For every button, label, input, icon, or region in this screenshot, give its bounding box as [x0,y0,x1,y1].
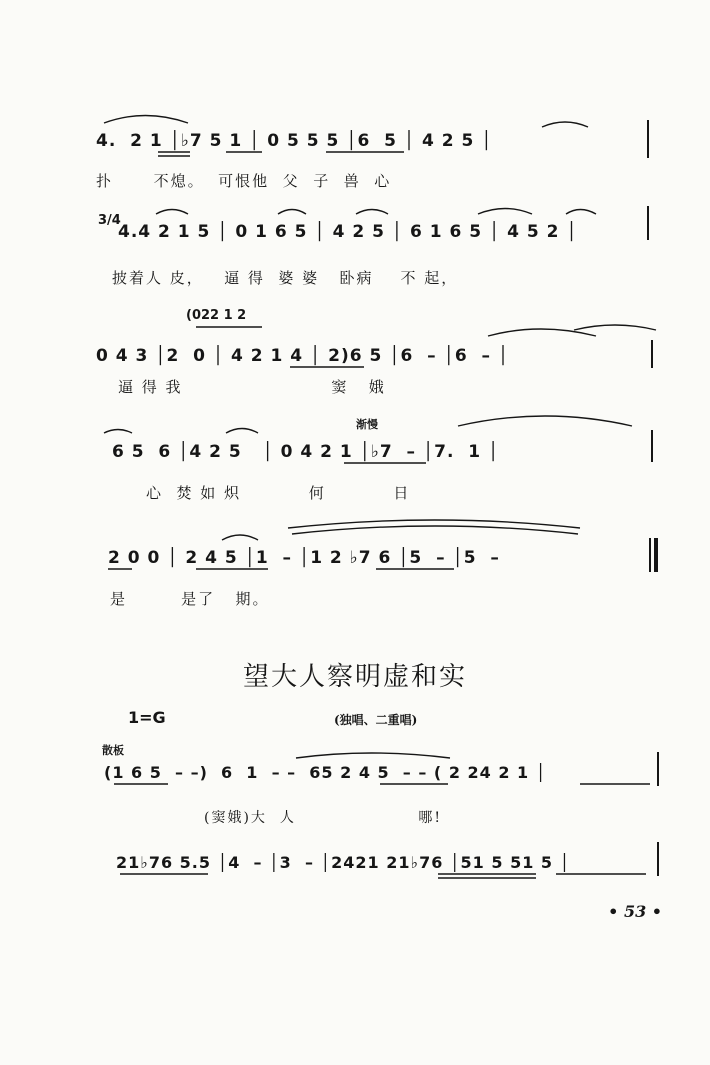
notation-line: 2 0 0 │ 2 4 5 │1 – │1 2 ♭7 6 │5 – │5 – [108,548,500,568]
slur [104,430,132,434]
slur [278,210,306,215]
lyric-line: 是 是了 期。 [110,590,270,608]
slur [458,416,632,426]
slur [566,210,596,215]
song-subtitle: (独唱、二重唱) [334,713,418,727]
notation-line: 0 4 3 │2 0 │ 4 2 1 4 │ 2)6 5 │6 – │6 – │ [96,346,510,366]
slur [478,209,532,215]
page-number: • 53 • [608,902,662,921]
tempo-marking: 散板 [102,744,124,757]
slur [222,535,258,540]
slur [226,429,258,434]
lyric-line: 逼 得 我 窦 娥 [118,378,386,396]
slur [288,520,580,528]
slur [574,325,656,330]
notation-line: 4. 2 1 │♭7 5 1 │ 0 5 5 5 │6 5 │ 4 2 5 │ [96,131,493,151]
slur [296,753,450,758]
lyric-line: 心 焚 如 炽 何 日 [146,484,411,502]
tempo-marking: 渐慢 [356,418,378,431]
key-signature: 1=G [128,708,166,727]
time-signature: 3/4 [98,213,121,228]
lyric-line: 扑 不熄。 可恨他 父 子 兽 心 [96,172,392,190]
slur [292,526,578,534]
notation-line: 21♭76 5.5 │4 – │3 – │2421 21♭76 │51 5 51 5 │ [116,853,571,872]
bracket-notation: (022 1 2 [186,308,247,323]
notation-line: 4.4 2 1 5 │ 0 1 6 5 │ 4 2 5 │ 6 1 6 5 │ 4 5 2 │ [118,222,578,242]
lyric-line: (窦娥)大 人 哪! [204,810,443,826]
slur [542,122,588,127]
notation-line: 6 5 6 │4 2 5 │ 0 4 2 1 │♭7 – │7. 1 │ [112,442,500,462]
slur [104,116,188,124]
song-title: 望大人察明虚和实 [242,662,467,692]
notation-line: (1 6 5 – –) 6 1 – – 65 2 4 5 – – ( 2 24 2 1 │ [104,763,547,782]
lyric-line: 披着人 皮， 逼 得 婆 婆 卧病 不 起， [112,269,459,287]
slur [488,329,596,336]
slur [356,210,388,215]
slur [156,210,188,215]
